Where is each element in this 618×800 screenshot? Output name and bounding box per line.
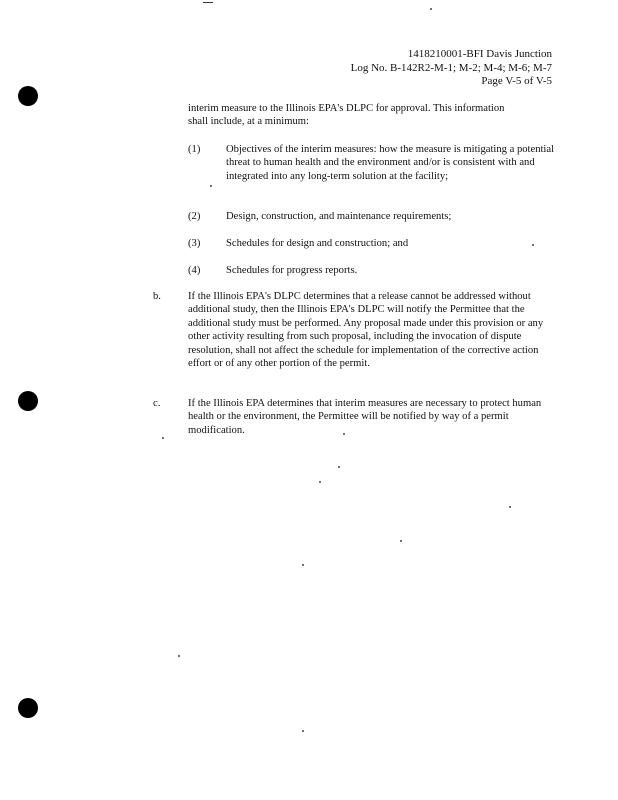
list-item-text: Schedules for progress reports.: [226, 265, 358, 276]
scan-speck: [302, 564, 304, 566]
scan-speck: [302, 730, 304, 732]
scan-speck: [532, 244, 534, 246]
scan-speck: [178, 655, 180, 657]
punch-hole-middle: [18, 391, 38, 411]
header-log-number: Log No. B-142R2-M-1; M-2; M-4; M-6; M-7: [350, 61, 552, 74]
section-label: c.: [153, 398, 161, 409]
scan-speck: [162, 437, 164, 439]
list-item-text: Schedules for design and construction; and: [226, 238, 409, 249]
punch-hole-top: [18, 86, 38, 106]
scan-mark: [203, 2, 213, 3]
section-label: b.: [153, 291, 161, 302]
header-permit-id: 1418210001-BFI Davis Junction: [407, 48, 552, 60]
section-c-paragraph: If the Illinois EPA determines that interim measures are necessary to protect human health or the environment, the Permittee will be notified by way of a permit modification.: [188, 398, 542, 436]
scan-speck: [430, 8, 432, 10]
scan-speck: [400, 540, 402, 542]
list-item-number: (2): [188, 211, 201, 222]
scan-speck: [210, 185, 212, 187]
punch-hole-bottom: [18, 698, 38, 718]
header-page-number: Page V-5 of V-5: [481, 75, 552, 87]
list-item-number: (3): [188, 238, 201, 249]
scan-speck: [319, 481, 321, 483]
intro-paragraph: interim measure to the Illinois EPA's DLPC for approval. This information shall include, at a minimum:: [188, 103, 505, 128]
list-item-number: (1): [188, 144, 201, 155]
scan-speck: [338, 466, 340, 468]
list-item-text: Objectives of the interim measures: how the measure is mitigating a potential threat to human health and the environment and/or is consistent with and integrated into any long-term solution at the facility;: [226, 144, 555, 182]
list-item-text: Design, construction, and maintenance requirements;: [226, 211, 452, 222]
page-header: [351, 48, 552, 89]
scan-speck: [509, 506, 511, 508]
list-item-number: (4): [188, 265, 201, 276]
scan-speck: [343, 433, 345, 435]
section-b-paragraph: If the Illinois EPA's DLPC determines that a release cannot be addressed without additional study, then the Illinois EPA's DLPC will notify the Permittee that the additional study must be performed. Any proposal made under this provision or any other activity resulting from such proposal, including the invocation of dispute resolution, shall not affect the schedule for implementation of the corrective action effort or of any other portion of the permit.: [188, 291, 544, 370]
